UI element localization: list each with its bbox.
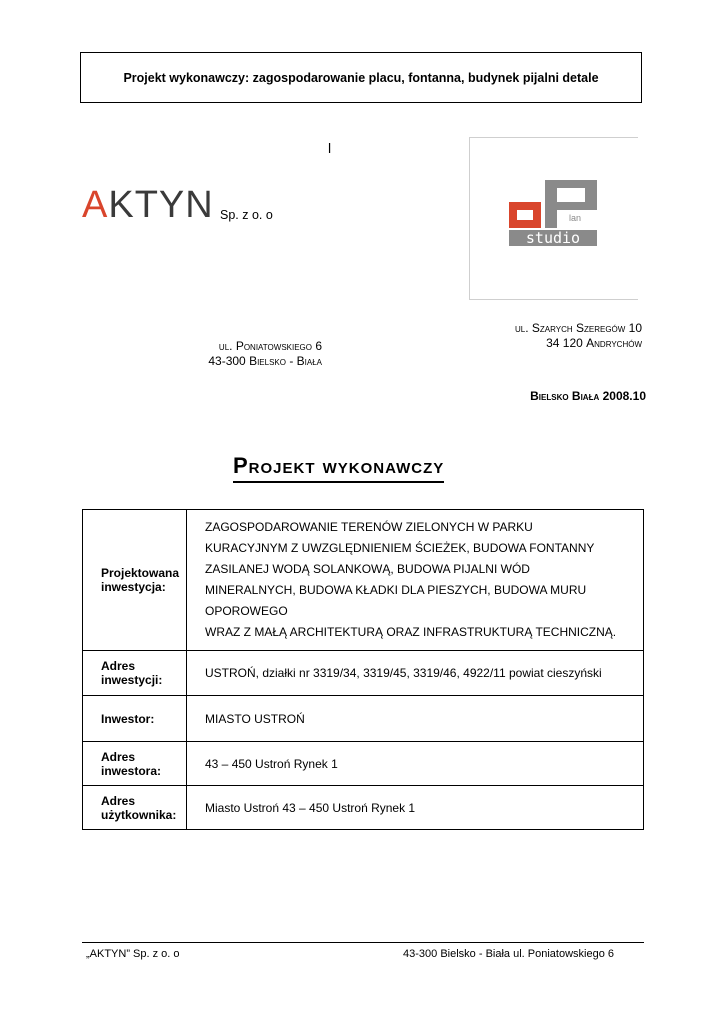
place-name: Bielsko Biała xyxy=(530,389,600,403)
logo-lan-text: lan xyxy=(569,213,582,223)
partner-address-line2: 34 120 Andrychów xyxy=(546,336,642,350)
partner-address-line1: ul. Szarych Szeregów 10 xyxy=(514,321,642,335)
partner-address xyxy=(515,321,642,351)
aktyn-company-suffix: Sp. z o. o xyxy=(220,208,273,222)
investor-label: Inwestor: xyxy=(83,696,187,742)
aktyn-logo xyxy=(82,184,214,227)
table-row xyxy=(83,510,644,651)
company-address xyxy=(208,339,322,369)
footer-company: „AKTYN” Sp. z o. o xyxy=(86,948,180,960)
investor-address-label: Adres inwestora: xyxy=(83,742,187,786)
document-title: Projekt wykonawczy xyxy=(233,452,444,483)
footer-divider xyxy=(82,942,644,943)
user-address-value: Miasto Ustroń 43 – 450 Ustroń Rynek 1 xyxy=(187,786,644,830)
investor-value: MIASTO USTROŃ xyxy=(187,696,644,742)
company-address-line2: 43-300 Bielsko - Biała xyxy=(208,354,322,368)
document-header-title: Projekt wykonawczy: zagospodarowanie placu, fontanna, budynek pijalni detale xyxy=(123,70,599,85)
user-address-label: Adres użytkownika: xyxy=(83,786,187,830)
table-row xyxy=(83,651,644,696)
investment-label: Projektowana inwestycja: xyxy=(83,510,187,651)
investment-description: ZAGOSPODAROWANIE TERENÓW ZIELONYCH W PARKU KURACYJNYM Z UWZGLĘDNIENIEM ŚCIEŻEK, BUDOWA FONTANNY ZASILANEJ WODĄ SOLANKOWĄ, BUDOWA PIJALNI WÓD MINERALNYCH, BUDOWA KŁADKI DLA PIESZYCH, BUDOWA MURU OPOROWEGO WRAZ Z MAŁĄ ARCHITEKTURĄ ORAZ INFRASTRUKTURĄ TECHNICZNĄ. xyxy=(187,510,644,651)
table-row xyxy=(83,742,644,786)
logo-studio-text: studio xyxy=(525,229,581,247)
table-row xyxy=(83,786,644,830)
document-header xyxy=(80,52,642,103)
footer-address: 43-300 Bielsko - Biała ul. Poniatowskiego 6 xyxy=(403,948,614,960)
place-and-date xyxy=(530,389,646,403)
investor-address-value: 43 – 450 Ustroń Rynek 1 xyxy=(187,742,644,786)
table-row xyxy=(83,696,644,742)
aplan-studio-logo-frame xyxy=(469,137,638,300)
investment-address-value: USTROŃ, działki nr 3319/34, 3319/45, 3319/46, 4922/11 powiat cieszyński xyxy=(187,651,644,696)
aktyn-logo-rest: KTYN xyxy=(108,184,214,226)
aplan-studio-logo xyxy=(507,178,599,248)
aktyn-logo-initial: A xyxy=(82,184,109,226)
company-address-line1: ul. Poniatowskiego 6 xyxy=(218,339,322,353)
project-info-table xyxy=(82,509,644,830)
text-cursor-mark: l xyxy=(328,140,332,156)
logo-a-shape xyxy=(509,202,541,228)
investment-address-label: Adres inwestycji: xyxy=(83,651,187,696)
document-date: 2008.10 xyxy=(602,389,646,403)
